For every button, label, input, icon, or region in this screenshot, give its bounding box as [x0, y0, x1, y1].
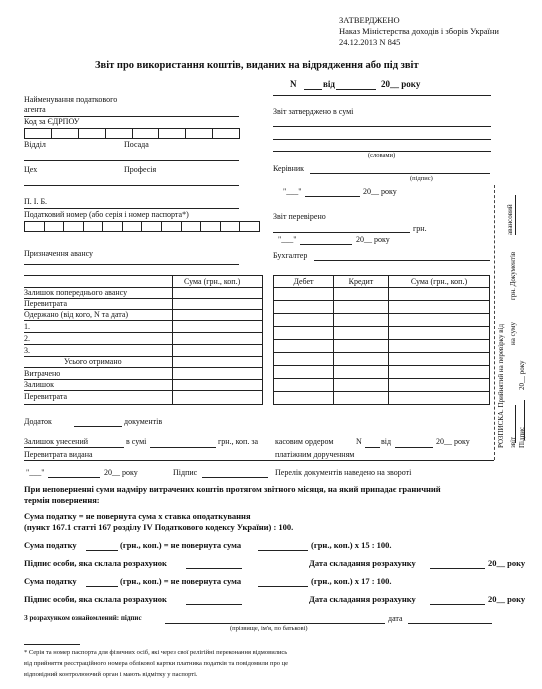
- overrun-issued-field[interactable]: [24, 460, 494, 461]
- sign-field[interactable]: [202, 477, 268, 478]
- remainder-sum-label: в сумі: [126, 437, 147, 446]
- left-table-divider: [172, 275, 173, 405]
- calc2-person-label: Підпис особи, яка склала розрахунок: [24, 594, 167, 604]
- overrun-issued-label: Перевитрата видана: [24, 450, 93, 459]
- attachment-docs: документів: [124, 417, 163, 426]
- row-line: [24, 344, 262, 345]
- penalty-intro-2: термін повернення:: [24, 495, 100, 505]
- head-date-month-field[interactable]: [305, 196, 360, 197]
- accountant-signature-field[interactable]: [314, 260, 490, 261]
- accountant-label: Бухгалтер: [273, 251, 308, 260]
- pib-field[interactable]: [24, 208, 239, 209]
- calc1-tax-field[interactable]: [86, 550, 118, 551]
- remainder-label: Залишок унесений: [24, 437, 89, 446]
- row-total-received: Усього отримано: [64, 357, 122, 366]
- row-received-2: 2.: [24, 334, 30, 343]
- sign-date-day: "___": [26, 468, 45, 477]
- approval-order: Наказ Міністерства доходів і зборів України: [339, 26, 499, 36]
- row-received-3: 3.: [24, 346, 30, 355]
- acknowledged-label: З розрахунком ознайомлений: підпис: [24, 614, 142, 622]
- credit-header: Кредит: [334, 276, 389, 288]
- stub-receipt-label: РОЗПИСКА. Прийнятий на перевірку від: [497, 323, 505, 448]
- calc2-unreturned-field[interactable]: [258, 586, 308, 587]
- approved-sum-label: Звіт затверджено в сумі: [273, 107, 354, 116]
- tax-formula-ref: (пункт 167.1 статті 167 розділу IV Податкового кодексу України) : 100.: [24, 522, 294, 532]
- stub-field-sign[interactable]: [524, 400, 525, 440]
- department-position-field[interactable]: [24, 160, 239, 161]
- sign-date-year: 20__ року: [104, 468, 138, 477]
- row-line: [24, 320, 262, 321]
- sum-header: Сума (грн., коп.): [389, 276, 490, 288]
- calc1-date-label: Дата складання розрахунку: [309, 558, 416, 568]
- calc1-person-field[interactable]: [186, 568, 242, 569]
- acknowledged-date-label: дата: [388, 614, 403, 623]
- row-remainder: Залишок: [24, 380, 54, 389]
- left-table-right-edge: [262, 275, 263, 405]
- head-label: Керівник: [273, 164, 305, 173]
- agent-name-label: Найменування податкового: [24, 95, 118, 104]
- acknowledged-date-field[interactable]: [408, 623, 492, 624]
- stub-field-report[interactable]: [515, 405, 516, 443]
- checked-sum-field[interactable]: [273, 232, 410, 233]
- approval-top-line: [273, 95, 491, 96]
- calc2-person-field[interactable]: [186, 604, 242, 605]
- stub-cut-line: [494, 185, 495, 460]
- row-line: [24, 379, 262, 380]
- footnote-line-1: * Серія та номер паспорта для фізичних осіб, які через свої релігійні переконання відмовились: [24, 649, 288, 656]
- documents-list-note: Перелік документів наведено на звороті: [275, 468, 412, 477]
- calc1-person-label: Підпис особи, яка склала розрахунок: [24, 558, 167, 568]
- calc2-date-year: 20__ року: [488, 594, 526, 604]
- calc1-unreturned-label: (грн., коп.) = не повернута сума: [120, 540, 242, 550]
- head-date-year: 20__ року: [363, 187, 397, 196]
- agent-name-label-2: агента: [24, 105, 46, 114]
- remainder-sum-field[interactable]: [150, 447, 216, 448]
- number-label: N: [290, 79, 297, 89]
- row-prev-advance: Залишок попереднього авансу: [24, 288, 128, 297]
- checked-date-year: 20__ року: [356, 235, 390, 244]
- overrun-by-order: платіжним дорученням: [275, 450, 355, 459]
- calc2-tax-field[interactable]: [86, 586, 118, 587]
- approval-date: 24.12.2013 N 845: [339, 37, 401, 47]
- calc1-date-field[interactable]: [430, 568, 485, 569]
- stub-advance-label: авансовий: [506, 204, 514, 235]
- stub-report-label: звіт: [509, 436, 517, 448]
- stub-field-advance[interactable]: [515, 195, 516, 235]
- row-line: [24, 367, 262, 368]
- number-date-label: від: [323, 79, 335, 89]
- remainder-currency: грн., коп. за: [218, 437, 259, 446]
- checked-date-day: "___": [278, 235, 297, 244]
- row-overrun: Перевитрата: [24, 299, 68, 308]
- tax-number-cells[interactable]: [24, 221, 260, 232]
- calc2-date-label: Дата складання розрахунку: [309, 594, 416, 604]
- checked-uah: грн.: [413, 224, 427, 233]
- remainder-underline: [24, 447, 124, 448]
- calc2-unreturned-label: (грн., коп.) = не повернута сума: [120, 576, 242, 586]
- calc2-date-field[interactable]: [430, 604, 485, 605]
- left-table-header: Сума (грн., коп.): [184, 277, 241, 286]
- remainder-order-n: N: [356, 437, 362, 446]
- remainder-order-label: касовим ордером: [275, 437, 334, 446]
- row-line: [24, 332, 262, 333]
- accounting-table[interactable]: [273, 275, 490, 405]
- row-received-from: Одержано (від кого, N та дата): [24, 310, 129, 319]
- row-line: [24, 356, 262, 357]
- remainder-order-year: 20__ року: [436, 437, 470, 446]
- row-line: [24, 390, 262, 391]
- pib-label: П. І. Б.: [24, 197, 48, 206]
- row-overrun-2: Перевитрата: [24, 392, 68, 401]
- approved-sum-field-2[interactable]: [273, 139, 491, 140]
- footnote-rule: [24, 644, 80, 645]
- debit-header: Дебет: [274, 276, 334, 288]
- tax-formula: Сума податку = не повернута сума х ставка оподаткування: [24, 511, 251, 521]
- purpose-label: Призначення авансу: [24, 249, 94, 258]
- acknowledged-signature-field[interactable]: [165, 623, 385, 624]
- row-received-1: 1.: [24, 322, 30, 331]
- number-year: 20__ року: [381, 79, 421, 89]
- footnote-line-2: від прийняття реєстраційного номера облікової картки платника податків та повідомили про це: [24, 660, 288, 667]
- edrpou-label: Код за ЄДРПОУ: [24, 117, 80, 126]
- workshop-label: Цех: [24, 165, 38, 174]
- checked-date-month-field[interactable]: [300, 244, 352, 245]
- sign-date-month-field[interactable]: [48, 477, 100, 478]
- calc2-rate: (грн., коп.) х 17 : 100.: [311, 576, 392, 586]
- stub-sign-label: Підпис: [518, 426, 526, 448]
- head-signature-field[interactable]: [310, 173, 490, 174]
- calc1-date-year: 20__ року: [488, 558, 526, 568]
- workshop-profession-field[interactable]: [24, 185, 239, 186]
- tax-number-label: Податковий номер (або серія і номер паспорта*): [24, 210, 189, 219]
- head-signature-caption: (підпис): [410, 175, 433, 182]
- calc2-tax-label: Сума податку: [24, 576, 77, 586]
- document-heading: Звіт про використання коштів, виданих на відрядження або під звіт: [95, 60, 419, 71]
- purpose-field[interactable]: [24, 264, 239, 265]
- profession-label: Професія: [124, 165, 157, 174]
- approved-sum-field[interactable]: [273, 126, 491, 127]
- checked-label: Звіт перевірено: [273, 212, 326, 221]
- in-words-caption: (словами): [368, 152, 396, 159]
- stub-sum-label: на суму: [509, 322, 517, 345]
- remainder-order-number-field[interactable]: [365, 447, 380, 448]
- department-label: Відділ: [24, 140, 46, 149]
- calc1-tax-label: Сума податку: [24, 540, 77, 550]
- penalty-intro: При неповерненні суми надміру витрачених коштів протягом звітного місяця, на який припадає граничний: [24, 484, 441, 494]
- attachment-count-field[interactable]: [74, 426, 122, 427]
- head-date-day: "___": [283, 187, 302, 196]
- position-label: Посада: [124, 140, 149, 149]
- remainder-order-date-label: від: [381, 437, 392, 446]
- sign-label: Підпис: [173, 468, 198, 477]
- calc1-rate: (грн., коп.) х 15 : 100.: [311, 540, 392, 550]
- acknowledged-caption: (прізвище, ім'я, по батькові): [230, 625, 308, 632]
- number-date-field[interactable]: [336, 89, 376, 90]
- approval-title: ЗАТВЕРДЖЕНО: [339, 15, 400, 25]
- row-spent: Витрачено: [24, 369, 61, 378]
- edrpou-cells[interactable]: [24, 128, 240, 139]
- attachment-label: Додаток: [24, 417, 52, 426]
- calc1-unreturned-field[interactable]: [258, 550, 308, 551]
- stub-year-label: 20__ року: [518, 360, 526, 390]
- number-field[interactable]: [304, 89, 322, 90]
- left-table-bottom: [24, 404, 262, 405]
- stub-docs-label: грн. Документів: [509, 251, 517, 300]
- footnote-line-3: відповідний контролюючий орган і мають відмітку у паспорті.: [24, 671, 198, 678]
- remainder-order-date-field[interactable]: [395, 447, 433, 448]
- left-table-top: [24, 275, 262, 276]
